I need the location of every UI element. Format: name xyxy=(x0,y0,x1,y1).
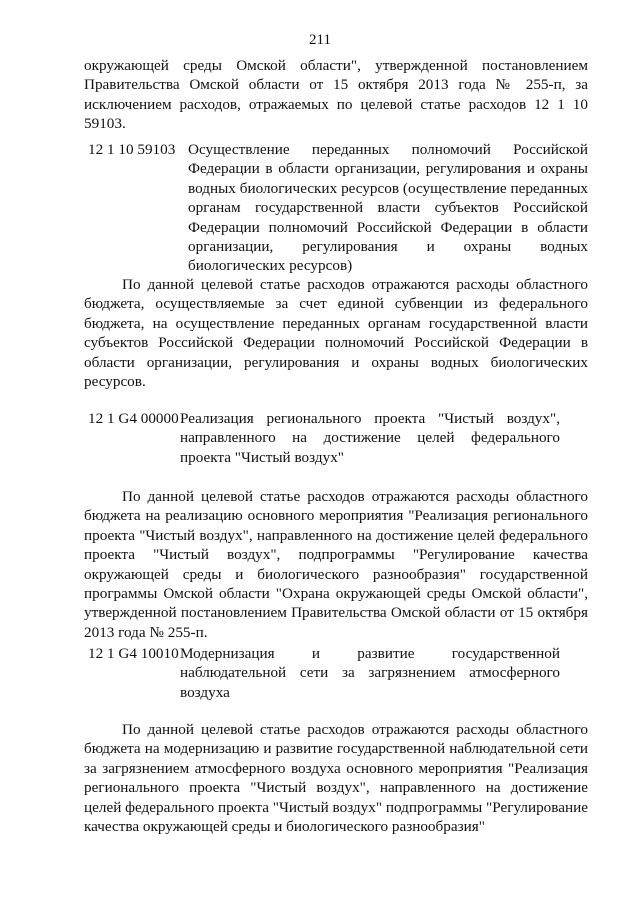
budget-code-entry-1 xyxy=(88,140,588,280)
page-number: 211 xyxy=(309,32,331,48)
budget-code-title: Реализация регионального проекта "Чистый воздух", направленного на достижение целей федерального проекта "Чистый воздух" xyxy=(180,410,560,466)
budget-code: 12 1 10 59103 xyxy=(88,141,176,158)
paragraph-3: По данной целевой статье расходов отражаются расходы областного бюджета на модернизацию и развитие государственной наблюдательной сети за загрязнением атмосферного воздуха основного мероприятия "Реализация регионального проекта "Чистый воздух", направленного на достижение целей федерального проекта "Чистый воздух" подпрограммы "Регулирование качества окружающей среды и биологического разнообразия" xyxy=(84,721,588,836)
budget-code-entry-2 xyxy=(88,409,568,469)
paragraph-2: По данной целевой статье расходов отражаются расходы областного бюджета на реализацию основного мероприятия "Реализация регионального проекта "Чистый воздух", направленного на достижение целей федерального проекта "Чистый воздух", подпрограммы "Регулирование качества окружающей среды и биологического разнообразия" государственной программы Омской области "Охрана окружающей среды Омской области", утвержденной постановлением Правительства Омской области от 15 октября 2013 года № 255-п. xyxy=(84,488,588,641)
budget-code-title: Модернизация и развитие государственной наблюдательной сети за загрязнением атмосферного воздуха xyxy=(180,645,560,701)
budget-code-entry-3 xyxy=(88,644,568,704)
budget-code: 12 1 G4 00000 xyxy=(88,410,179,427)
intro-paragraph: окружающей среды Омской области", утвержденной постановлением Правительства Омской области от 15 октября 2013 года № 255-п, за исключением расходов, отражаемых по целевой статье расходов 12 1 10 59103. xyxy=(84,57,588,133)
budget-code: 12 1 G4 10010 xyxy=(88,645,179,662)
paragraph-1: По данной целевой статье расходов отражаются расходы областного бюджета, осуществляемые за счет единой субвенции из федерального бюджета, на осуществление переданных органам государственной власти субъектов Российской Федерации полномочий Российской Федерации в области организации, регулирования и охраны водных биологических ресурсов. xyxy=(84,276,588,391)
budget-code-title: Осуществление переданных полномочий Российской Федерации в области организации, регулирования и охраны водных биологических ресурсов (осуществление переданных органам государственной власти субъектов Российской Федерации полномочий Российской Федерации в области организации, регулирования и охраны водных биологических ресурсов) xyxy=(188,141,588,275)
